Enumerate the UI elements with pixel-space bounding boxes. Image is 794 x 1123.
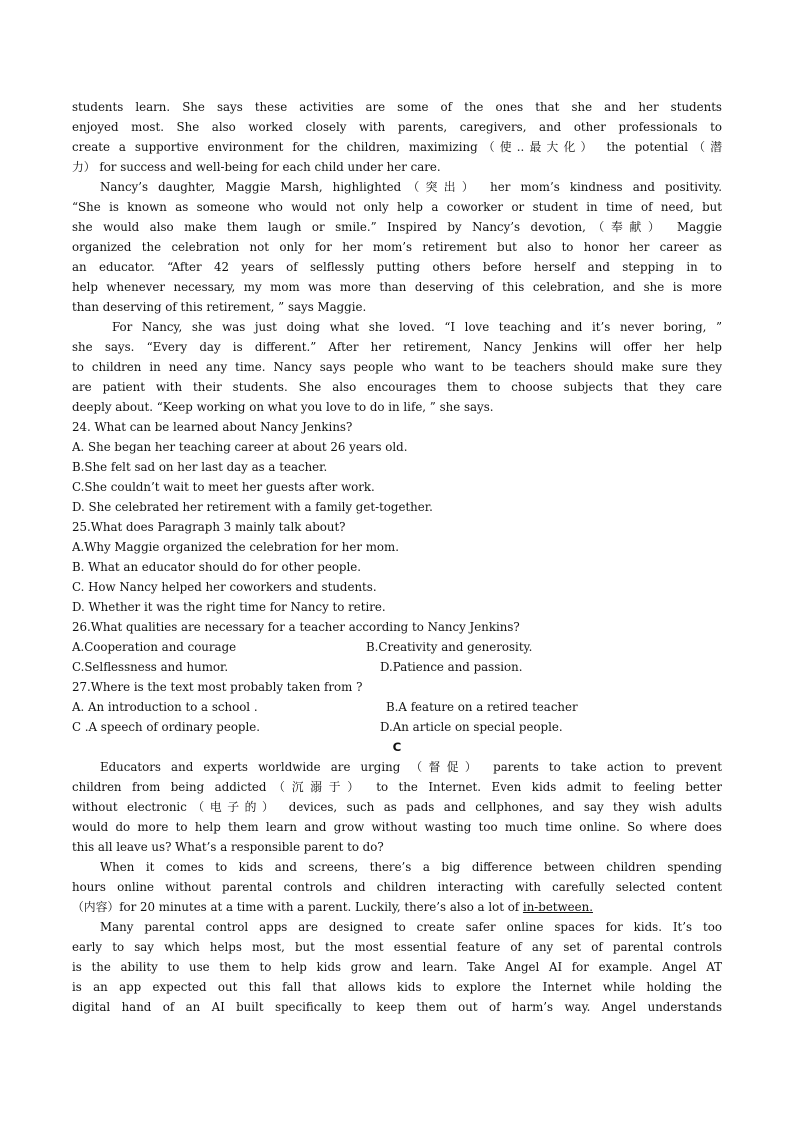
text-line: without electronic（电子的） devices, such as pads and cellphones, and say they wish adults: [72, 800, 722, 814]
text-line: is an app expected out this fall that allows kids to explore the Internet while holding the: [72, 980, 722, 994]
question-25: [72, 517, 722, 617]
option-c: C.Selflessness and humor.: [72, 660, 229, 674]
text-line: an educator. “After 42 years of selflessly putting others before herself and stepping in to: [72, 260, 722, 274]
option-d: D.Patience and passion.: [380, 660, 523, 674]
option-b: B.A feature on a retired teacher: [386, 700, 578, 714]
question-stem: 26.What qualities are necessary for a teacher according to Nancy Jenkins?: [72, 620, 520, 634]
passage-b-paragraph-2: [72, 177, 722, 317]
text-line: is the ability to use them to help kids grow and learn. Take Angel AI for example. Angel AT: [72, 960, 722, 974]
option-d: D.An article on special people.: [380, 720, 563, 734]
text-line: to children in need any time. Nancy says people who want to be teachers should make sure they: [72, 360, 722, 374]
exam-page: [72, 97, 722, 1017]
question-26: [72, 617, 722, 677]
text-line: [72, 897, 722, 917]
question-stem: 27.Where is the text most probably taken from ?: [72, 680, 363, 694]
option-c: C .A speech of ordinary people.: [72, 720, 260, 734]
text-line: she would also make them laugh or smile.” Inspired by Nancy’s devotion,（奉献） Maggie: [72, 220, 722, 234]
text-line: early to say which helps most, but the most essential feature of any set of parental controls: [72, 940, 722, 954]
text-line: help whenever necessary, my mom was more than deserving of this celebration, and she is more: [72, 280, 722, 294]
option-a: A. An introduction to a school .: [72, 700, 258, 714]
option-d: D. She celebrated her retirement with a family get-together.: [72, 500, 433, 514]
text-line: this all leave us? What’s a responsible parent to do?: [72, 840, 384, 854]
text-line: than deserving of this retirement, ” says Maggie.: [72, 300, 367, 314]
text-line: Educators and experts worldwide are urging （督促） parents to take action to prevent: [100, 760, 722, 774]
option-a: A.Why Maggie organized the celebration for her mom.: [72, 540, 399, 554]
text-line: 力） for success and well-being for each child under her care.: [72, 160, 441, 174]
text-line: hours online without parental controls and children interacting with carefully selected content: [72, 880, 722, 894]
underlined-phrase: in-between.: [522, 900, 593, 914]
text-line: For Nancy, she was just doing what she loved. “I love teaching and it’s never boring, ”: [112, 320, 722, 334]
text-line: When it comes to kids and screens, there’s a big difference between children spending: [100, 860, 722, 874]
text-line: deeply about. “Keep working on what you love to do in life, ” she says.: [72, 400, 494, 414]
text-line: Nancy’s daughter, Maggie Marsh, highlighted（突出） her mom’s kindness and positivity.: [100, 180, 722, 194]
text-line: students learn. She says these activities are some of the ones that she and her students: [72, 100, 722, 114]
option-c: C. How Nancy helped her coworkers and students.: [72, 580, 377, 594]
passage-b-paragraph-3: [72, 317, 722, 417]
text-line: would do more to help them learn and grow without wasting too much time online. So where does: [72, 820, 722, 834]
passage-b-paragraph-1: [72, 97, 722, 177]
question-24: [72, 417, 722, 517]
options-row: [72, 717, 722, 737]
question-27: [72, 677, 722, 737]
option-d: D. Whether it was the right time for Nancy to retire.: [72, 600, 386, 614]
option-b: B. What an educator should do for other people.: [72, 560, 361, 574]
question-stem: 24. What can be learned about Nancy Jenkins?: [72, 420, 353, 434]
text-line: children from being addicted（沉溺于） to the Internet. Even kids admit to feeling better: [72, 780, 722, 794]
passage-c-paragraph-3: [72, 917, 722, 1017]
text-line: create a supportive environment for the children, maximizing（使..最大化） the potential（潜: [72, 140, 722, 154]
text-segment: （内容）for 20 minutes at a time with a parent. Luckily, there’s also a lot of: [72, 900, 523, 914]
text-line: are patient with their students. She also encourages them to choose subjects that they care: [72, 380, 722, 394]
passage-c-paragraph-2: [72, 857, 722, 917]
option-a: A. She began her teaching career at about 26 years old.: [72, 440, 408, 454]
options-row: [72, 657, 722, 677]
text-line: Many parental control apps are designed to create safer online spaces for kids. It’s too: [100, 920, 722, 934]
text-line: digital hand of an AI built specifically to keep them out of harm’s way. Angel understands: [72, 1000, 722, 1014]
option-a: A.Cooperation and courage: [72, 640, 237, 654]
options-row: [72, 697, 722, 717]
question-stem: 25.What does Paragraph 3 mainly talk about?: [72, 520, 346, 534]
text-line: enjoyed most. She also worked closely with parents, caregivers, and other professionals to: [72, 120, 722, 134]
option-c: C.She couldn’t wait to meet her guests after work.: [72, 480, 375, 494]
text-line: organized the celebration not only for her mom’s retirement but also to honor her career as: [72, 240, 722, 254]
option-b: B.Creativity and generosity.: [366, 640, 533, 654]
text-line: she says. “Every day is different.” After her retirement, Nancy Jenkins will offer her help: [72, 340, 722, 354]
passage-c-paragraph-1: [72, 757, 722, 857]
section-heading: C: [392, 740, 402, 754]
option-b: B.She felt sad on her last day as a teacher.: [72, 460, 328, 474]
options-row: [72, 637, 722, 657]
text-line: “She is known as someone who would not only help a coworker or student in time of need, but: [72, 200, 722, 214]
